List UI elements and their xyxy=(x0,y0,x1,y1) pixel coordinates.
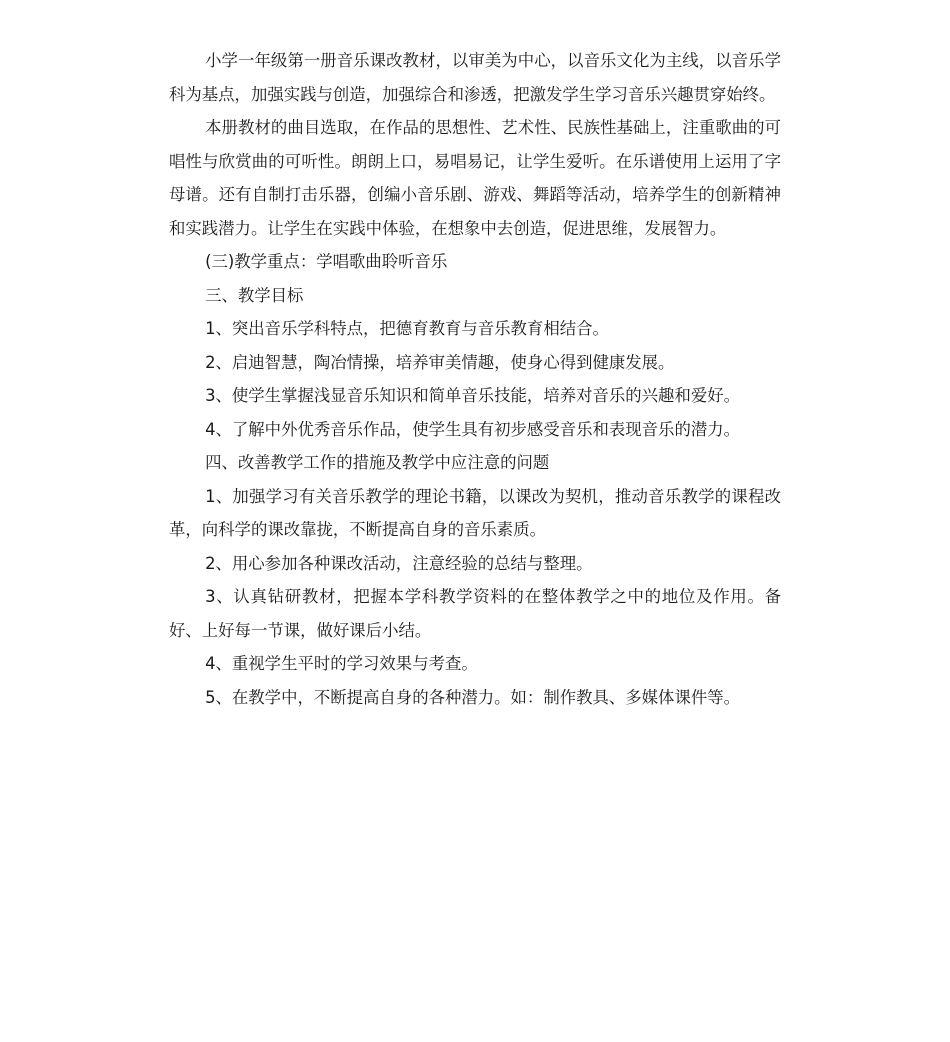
measure-item-4: 4、重视学生平时的学习效果与考查。 xyxy=(205,654,478,673)
goal-item-1: 1、突出音乐学科特点，把德育教育与音乐教育相结合。 xyxy=(205,319,609,338)
paragraph-intro: 小学一年级第一册音乐课改教材，以审美为中心，以音乐文化为主线，以音乐学科为基点，加强实践与创造，加强综合和渗透，把激发学生学习音乐兴趣贯穿始终。 xyxy=(169,51,781,104)
measure-item-3: 3、认真钻研教材，把握本学科教学资料的在整体教学之中的地位及作用。备好、上好每一节课，做好课后小结。 xyxy=(169,587,781,640)
measure-item-1: 1、加强学习有关音乐教学的理论书籍，以课改为契机，推动音乐教学的课程改革，向科学的课改靠拢，不断提高自身的音乐素质。 xyxy=(169,486,781,539)
measure-item-2: 2、用心参加各种课改活动，注意经验的总结与整理。 xyxy=(205,553,593,573)
document-page xyxy=(169,44,781,714)
heading-teaching-goals: 三、教学目标 xyxy=(205,285,304,305)
goal-item-4: 4、了解中外优秀音乐作品，使学生具有初步感受音乐和表现音乐的潜力。 xyxy=(205,419,741,439)
paragraph-teaching-focus: (三)教学重点：学唱歌曲聆听音乐 xyxy=(205,252,448,271)
measure-item-5: 5、在教学中，不断提高自身的各种潜力。如：制作教具、多媒体课件等。 xyxy=(205,687,741,707)
goal-item-2: 2、启迪智慧，陶冶情操，培养审美情趣，使身心得到健康发展。 xyxy=(205,352,675,372)
paragraph-material-selection: 本册教材的曲目选取，在作品的思想性、艺术性、民族性基础上，注重歌曲的可唱性与欣赏曲的可听性。朗朗上口，易唱易记，让学生爱听。在乐谱使用上运用了字母谱。还有自制打击乐器，创编小音乐剧、游戏、舞蹈等活动，培养学生的创新精神和实践潜力。让学生在实践中体验，在想象中去创造，促进思维，发展智力。 xyxy=(169,118,781,238)
goal-item-3: 3、使学生掌握浅显音乐知识和简单音乐技能，培养对音乐的兴趣和爱好。 xyxy=(205,386,741,405)
heading-measures: 四、改善教学工作的措施及教学中应注意的问题 xyxy=(205,453,550,472)
